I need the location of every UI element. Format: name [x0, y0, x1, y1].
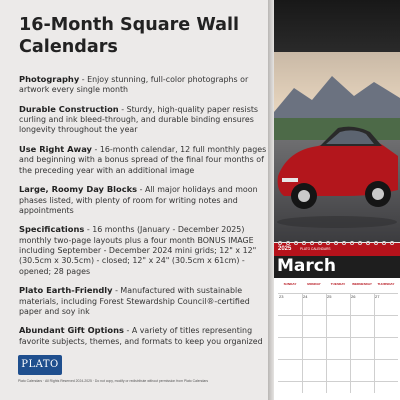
calendar-year: 2025: [278, 246, 292, 252]
feature-text: - 16 months (January - December 2025) monthly two-page layouts plus a four month BONUS IMAGE including September - December 2024 mini grids; 12" x 12" (30.5cm x 30.5cm) - closed; 12" x 24" (30.5cm x 61cm) - opened; 28 pages: [19, 225, 257, 276]
grid-line: [326, 293, 327, 393]
feature-item: [19, 144, 271, 176]
feature-text: - Manufactured with sustainable materials, including Forest Stewardship Council®-certified paper and soy ink: [19, 286, 250, 316]
day-number: 25: [327, 294, 332, 299]
weekday-label: THURSDAY: [377, 282, 395, 286]
page-title: 16-Month Square Wall Calendars: [19, 15, 240, 57]
weekday-label: WEDNESDAY: [352, 282, 372, 286]
day-number: 24: [303, 294, 308, 299]
feature-item: [19, 325, 271, 347]
feature-text: - All major holidays and moon phases listed, with plenty of room for writing notes and appointments: [19, 185, 258, 215]
grid-line: [374, 293, 375, 393]
feature-item: [19, 184, 271, 216]
feature-text: - Sturdy, high-quality paper resists curling and ink bleed-through, and durable binding ensures longevity throughout the year: [19, 104, 259, 135]
day-number: 26: [351, 294, 356, 299]
grid-line: [278, 337, 398, 338]
plato-logo: [18, 355, 62, 375]
feature-heading: Large, Roomy Day Blocks: [19, 184, 138, 195]
feature-item: [19, 104, 271, 136]
grid-line: [278, 359, 398, 360]
calendar-brand-tag: PLATO CALENDARS: [300, 247, 331, 251]
feature-item: [19, 74, 271, 96]
calendar-top-border: [274, 0, 400, 52]
weekday-label: MONDAY: [307, 282, 321, 286]
feature-heading: Specifications: [19, 224, 85, 235]
grid-line: [278, 293, 398, 294]
feature-heading: Plato Earth-Friendly: [19, 285, 113, 296]
feature-text: - 16-month calendar, 12 full monthly pages and beginning with a bonus spread of the final four months of the preceding year with an additional image: [19, 145, 267, 175]
binding-spiral: [274, 240, 400, 246]
grid-line: [302, 293, 303, 393]
feature-heading: Photography: [19, 74, 80, 84]
feature-list: [19, 74, 271, 355]
calendar-month: March: [277, 256, 336, 276]
calendar-day-grid: [278, 293, 398, 393]
feature-heading: Durable Construction: [19, 103, 119, 114]
grid-line: [278, 315, 398, 316]
weekday-label: SUNDAY: [283, 282, 297, 286]
feature-heading: Abundant Gift Options: [19, 325, 124, 336]
grid-line: [278, 381, 398, 382]
legal-text: Plato Calendars · All Rights Reserved 2024-2025 · Do not copy, modify or redistribute without permission from Plato Calendars: [18, 379, 209, 383]
grid-line: [350, 293, 351, 393]
day-number: 27: [375, 294, 380, 299]
feature-item: [19, 285, 271, 317]
day-number: 23: [279, 294, 284, 299]
feature-item: [19, 224, 271, 276]
feature-text: - Enjoy stunning, full-color photographs or artwork every single month: [19, 75, 249, 95]
feature-heading: Use Right Away: [19, 144, 92, 155]
weekday-label: TUESDAY: [330, 282, 346, 286]
feature-text: - A variety of titles representing favorite subjects, themes, and formats to keep you organized: [19, 326, 263, 346]
logo-text: PLATO: [21, 359, 59, 370]
